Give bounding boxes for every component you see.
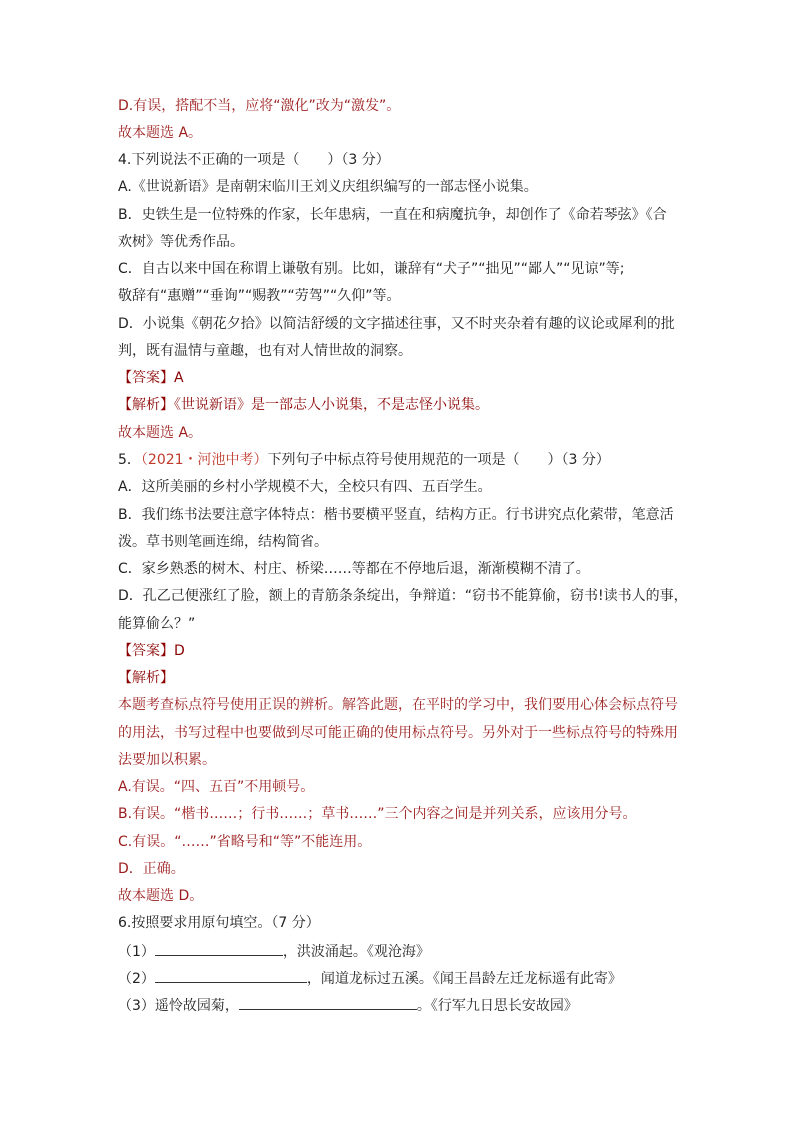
q6-stem: 6.按照要求用原句填空。（7 分） <box>118 915 320 931</box>
q3-option-d-explanation: D.有误，搭配不当，应将“激化”改为“激发”。 <box>118 98 401 114</box>
q5-analysis-c: C.有误。“……”省略号和“等”不能连用。 <box>118 834 372 850</box>
q5-option-b-line2: 泼。草书则笔画连绵，结构简省。 <box>118 534 328 550</box>
blank-number: （1） <box>118 944 155 960</box>
q3-conclusion: 故本题选 A。 <box>118 125 203 141</box>
q4-answer <box>118 368 184 388</box>
q5-number: 5． <box>118 452 141 468</box>
q4-stem: 4.下列说法不正确的一项是（ ）（3 分） <box>118 152 390 168</box>
q5-option-a: A．这所美丽的乡村小学规模不大，全校只有四、五百学生。 <box>118 479 492 495</box>
q4-option-b-line1: B．史铁生是一位特殊的作家，长年患病，一直在和病魔抗争，却创作了《命若琴弦》《合 <box>118 207 667 223</box>
q4-option-b-line2: 欢树》等优秀作品。 <box>118 234 244 250</box>
answer-value: D <box>174 643 185 659</box>
q4-conclusion: 故本题选 A。 <box>118 425 203 441</box>
answer-value: A <box>174 370 184 386</box>
q5-source: （2021・河池中考） <box>140 452 268 468</box>
q5-option-d-line1: D．孔乙己便涨红了脸，额上的青筋条条绽出，争辩道：“窃书不能算偷，窃书!读书人的事， <box>118 588 688 604</box>
blank-text: ，闻道龙标过五溪。《闻王昌龄左迁龙标遥有此寄》 <box>306 971 622 987</box>
blank-prefix: （3）遥怜故园菊， <box>118 998 239 1014</box>
q5-analysis-b: B.有误。“楷书……；行书……；草书……”三个内容之间是并列关系，应该用分号。 <box>118 806 637 822</box>
q5-explanation-label: 【解析】 <box>118 670 174 686</box>
q4-option-d-line2: 判，既有温情与童趣，也有对人情世故的洞察。 <box>118 343 412 359</box>
q5-stem <box>118 450 610 470</box>
q4-option-c-line2: 敬辞有“惠赠”“垂询”“赐教”“劳驾”“久仰”等。 <box>118 288 401 304</box>
q5-explanation-line3: 法要加以积累。 <box>118 752 216 768</box>
explanation-text: 《世说新语》是一部志人小说集，不是志怪小说集。 <box>174 397 489 413</box>
answer-label: 【答案】 <box>118 643 174 659</box>
blank-number: （2） <box>118 971 155 987</box>
q5-stem-text: 下列句子中标点符号使用规范的一项是（ ）（3 分） <box>267 452 610 468</box>
q4-option-a: A.《世说新语》是南朝宋临川王刘义庆组织编写的一部志怪小说集。 <box>118 179 538 195</box>
q6-blank-1 <box>118 941 430 961</box>
blank-text: ，洪波涌起。《观沧海》 <box>282 944 430 960</box>
q4-explanation <box>118 395 489 415</box>
answer-label: 【答案】 <box>118 370 174 386</box>
q5-analysis-d: D．正确。 <box>118 861 185 877</box>
q5-explanation-line1: 本题考查标点符号使用正误的辨析。解答此题，在平时的学习中，我们要用心体会标点符号 <box>118 697 678 713</box>
q4-option-d-line1: D．小说集《朝花夕拾》以简洁舒缓的文字描述往事，又不时夹杂着有趣的议论或犀利的批 <box>118 316 675 332</box>
q5-option-c: C．家乡熟悉的树木、村庄、桥梁……等都在不停地后退，渐渐模糊不清了。 <box>118 561 590 577</box>
q6-blank-2 <box>118 968 622 988</box>
q5-answer <box>118 641 185 661</box>
q5-conclusion: 故本题选 D。 <box>118 888 204 904</box>
explanation-label: 【解析】 <box>118 397 174 413</box>
q5-option-b-line1: B．我们练书法要注意字体特点：楷书要横平竖直，结构方正。行书讲究点化萦带，笔意活 <box>118 507 674 523</box>
fill-blank[interactable] <box>239 995 417 1010</box>
q4-option-c-line1: C．自古以来中国在称谓上谦敬有别。比如，谦辞有“犬子”“拙见”“鄙人”“见谅”等; <box>118 261 625 277</box>
q6-blank-3 <box>118 995 578 1015</box>
q5-option-d-line2: 能算偷么？” <box>118 616 196 632</box>
fill-blank[interactable] <box>155 968 307 983</box>
fill-blank[interactable] <box>155 941 283 956</box>
q5-explanation-line2: 的用法，书写过程中也要做到尽可能正确的使用标点符号。另外对于一些标点符号的特殊用 <box>118 725 678 741</box>
q5-analysis-a: A.有误。“四、五百”不用顿号。 <box>118 779 315 795</box>
blank-text: 。《行军九日思长安故园》 <box>416 998 578 1014</box>
